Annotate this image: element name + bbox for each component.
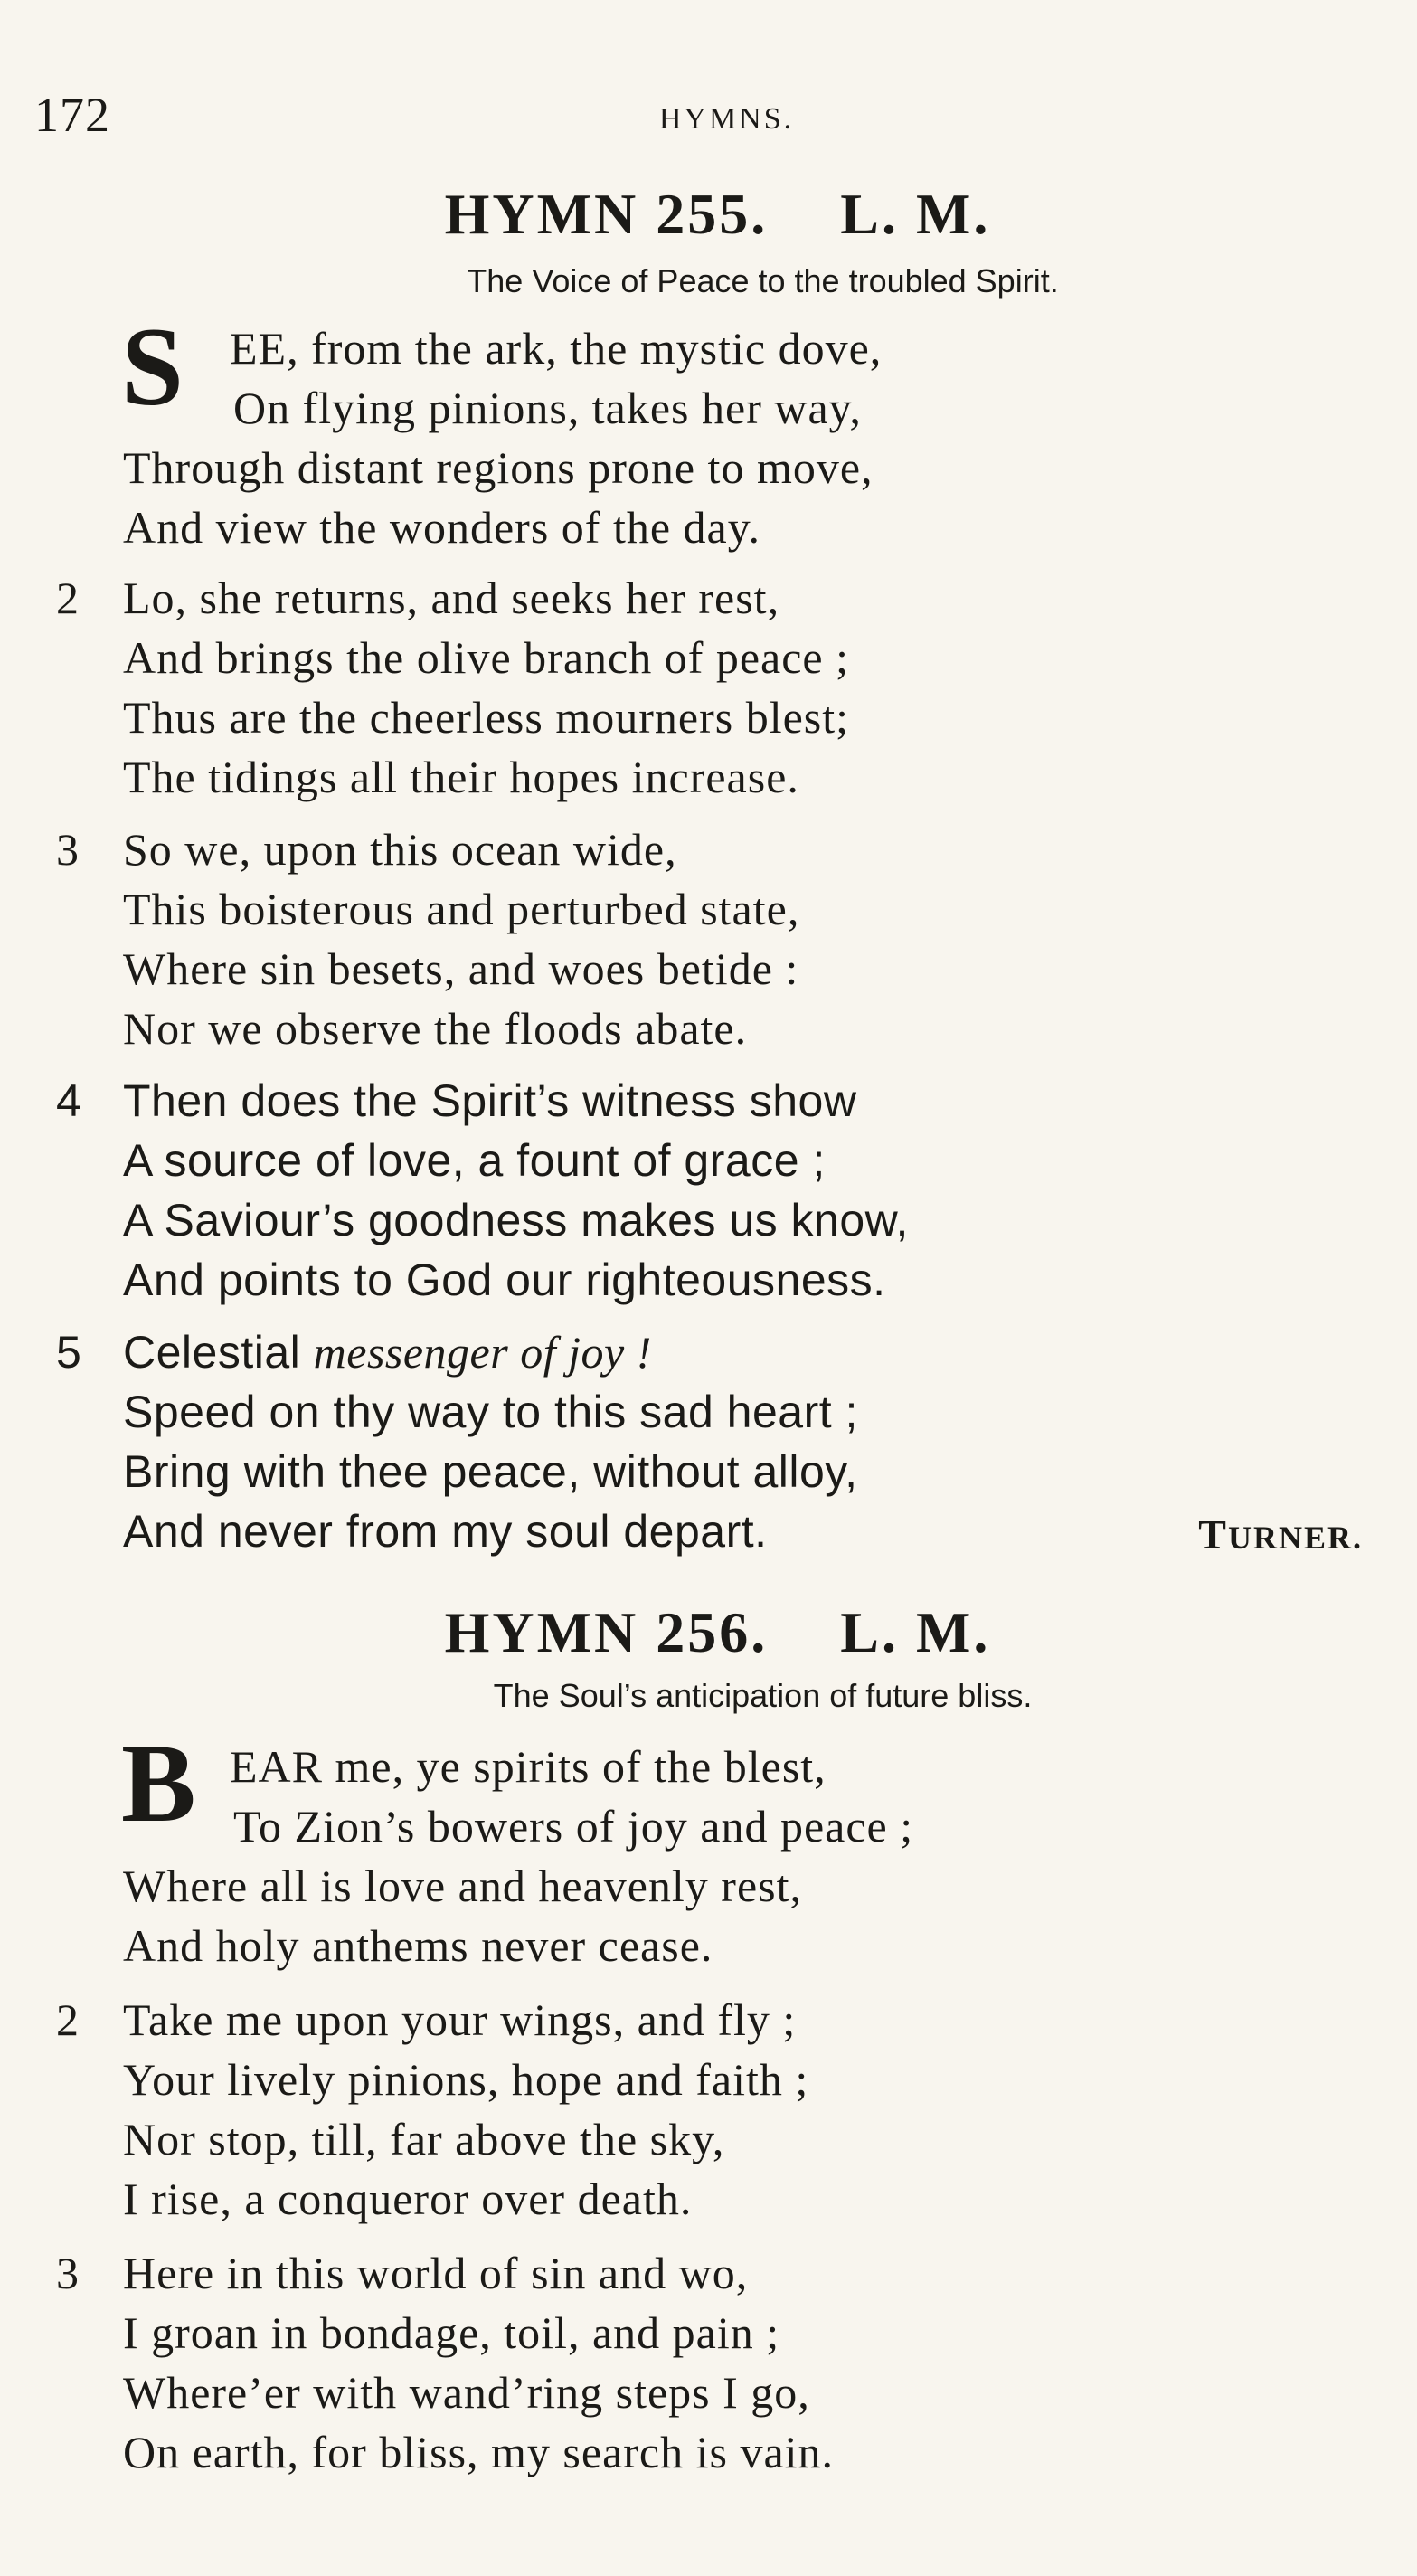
- hymn-256-v2-line4: I rise, a conqueror over death.: [123, 2174, 693, 2224]
- hymn-256-v3-line2: I groan in bondage, toil, and pain ;: [123, 2307, 780, 2358]
- hymn-255-v3-line4: Nor we observe the floods abate.: [123, 1003, 748, 1054]
- hymn-256-v2-number: 2: [56, 1994, 79, 2045]
- hymn-255-v4-line1: Then does the Spirit’s witness show: [123, 1075, 857, 1126]
- hymn-255-v3-number: 3: [56, 824, 79, 875]
- hymn-255-v4-number: 4: [56, 1075, 82, 1126]
- attribution-rest: URNER.: [1227, 1520, 1363, 1556]
- hymn-255-v1-line1: EE, from the ark, the mystic dove,: [230, 323, 883, 374]
- hymn-255-v3-line2: This boisterous and perturbed state,: [123, 884, 800, 934]
- hymn-255-v2-line4: The tidings all their hopes increase.: [123, 752, 799, 802]
- hymn-255-heading: [0, 181, 1417, 248]
- hymn-256-v3-line3: Where’er with wand’ring steps I go,: [123, 2367, 810, 2418]
- hymn-255-v2-line2: And brings the olive branch of peace ;: [123, 632, 850, 683]
- hymn-256-v1-line3: Where all is love and heavenly rest,: [123, 1861, 802, 1911]
- hymn-255-v5-line2: Speed on thy way to this sad heart ;: [123, 1387, 858, 1437]
- attribution-initial: T: [1198, 1511, 1228, 1558]
- hymn-256-subtitle: The Soul’s anticipation of future bliss.: [493, 1677, 1033, 1714]
- hymn-256-v2-line3: Nor stop, till, far above the sky,: [123, 2114, 725, 2164]
- page-number: 172: [34, 88, 110, 142]
- hymn-255-v5-line1: [123, 1327, 652, 1378]
- hymn-255-v2-number: 2: [56, 573, 79, 623]
- hymn-256-v2-line1: Take me upon your wings, and fly ;: [123, 1994, 797, 2045]
- hymn-255-v1-line3: Through distant regions prone to move,: [123, 442, 874, 493]
- hymn-256-v1-line1: EAR me, ye spirits of the blest,: [230, 1741, 827, 1792]
- hymn-255-v1-line4: And view the wonders of the day.: [123, 502, 760, 553]
- hymn-256-heading: [0, 1599, 1417, 1666]
- hymn-256-dropcap: B: [121, 1721, 196, 1845]
- hymn-256-v3-line1: Here in this world of sin and wo,: [123, 2248, 749, 2298]
- hymn-255-v3-line1: So we, upon this ocean wide,: [123, 824, 677, 875]
- hymn-255-v4-line3: A Saviour’s goodness makes us know,: [123, 1195, 909, 1245]
- hymn-256-v2-line2: Your lively pinions, hope and faith ;: [123, 2054, 809, 2105]
- hymn-256-meter: L. M.: [840, 1600, 991, 1664]
- hymn-255-v2-line3: Thus are the cheerless mourners blest;: [123, 692, 850, 743]
- hymn-255-v2-line1: Lo, she returns, and seeks her rest,: [123, 573, 780, 623]
- hymn-256-v3-line4: On earth, for bliss, my search is vain.: [123, 2427, 835, 2477]
- hymn-255-subtitle: The Voice of Peace to the troubled Spirit.: [467, 262, 1059, 299]
- hymn-255-v5-line3: Bring with thee peace, without alloy,: [123, 1446, 858, 1497]
- hymn-255-v5-line1-italic: messenger of joy !: [313, 1327, 652, 1378]
- hymn-256-v1-line2: To Zion’s bowers of joy and peace ;: [233, 1801, 914, 1852]
- hymn-255-v4-line2: A source of love, a fount of grace ;: [123, 1135, 826, 1186]
- hymn-255-v5-line1-prefix: Celestial: [123, 1327, 314, 1378]
- hymn-255-v3-line3: Where sin besets, and woes betide :: [123, 943, 799, 994]
- hymn-255-v4-line4: And points to God our righteousness.: [123, 1255, 886, 1305]
- hymn-256-v3-number: 3: [56, 2248, 79, 2298]
- hymn-255-title: HYMN 255.: [444, 182, 769, 246]
- hymn-255-meter: L. M.: [840, 182, 991, 246]
- hymn-255-v5-number: 5: [56, 1327, 82, 1378]
- hymn-255-v1-line2: On flying pinions, takes her way,: [233, 383, 862, 433]
- running-head: HYMNS.: [658, 102, 795, 136]
- hymn-255-v5-line4: And never from my soul depart.: [123, 1506, 768, 1557]
- hymn-255-dropcap: S: [121, 305, 184, 429]
- hymn-256-v1-line4: And holy anthems never cease.: [123, 1920, 713, 1971]
- hymn-256-title: HYMN 256.: [444, 1600, 769, 1664]
- hymn-255-attribution: [1198, 1511, 1363, 1558]
